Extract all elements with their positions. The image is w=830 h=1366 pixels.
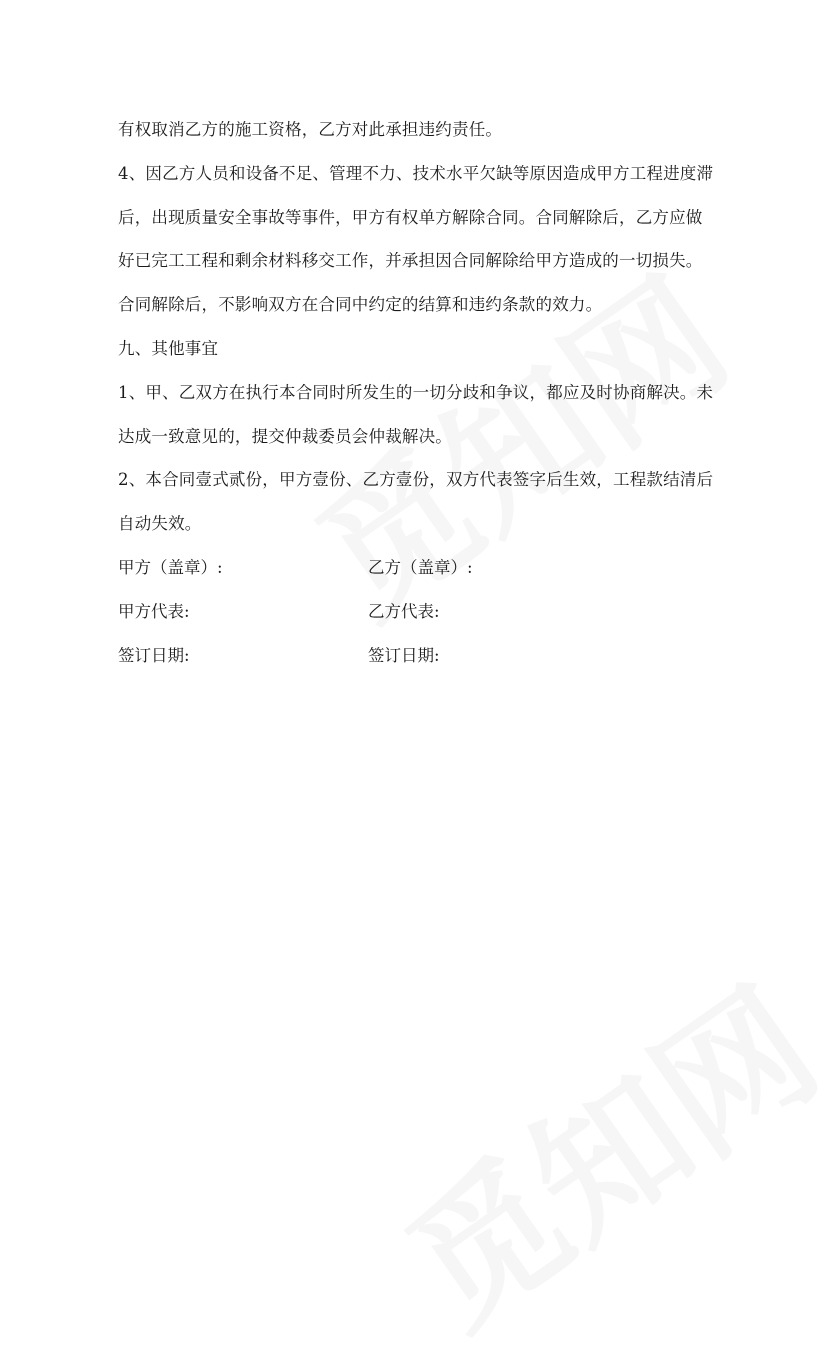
- signature-row-representative: [118, 590, 718, 634]
- party-b-representative-label: 乙方代表:: [368, 601, 440, 621]
- watermark: [359, 930, 830, 1365]
- paragraph: 有权取消乙方的施工资格，乙方对此承担违约责任。: [118, 120, 503, 139]
- paragraph: 4、因乙方人员和设备不足、管理不力、技术水平欠缺等原因造成甲方工程进度滞后，出现质量安全事故等事件，甲方有权单方解除合同。合同解除后，乙方应做好已完工工程和剩余材料移交工作，并承担因合同解除给甲方造成的一切损失。合同解除后，不影响双方在合同中约定的结算和违约条款的效力。: [118, 163, 714, 315]
- party-b-seal-label: 乙方（盖章）:: [368, 557, 473, 577]
- signature-row-seal: [118, 546, 718, 590]
- party-a-date-label: 签订日期:: [118, 645, 190, 665]
- party-b-date-label: 签订日期:: [368, 645, 440, 665]
- party-a-seal-label: 甲方（盖章）:: [118, 557, 223, 577]
- paragraph: 2、本合同壹式贰份，甲方壹份、乙方壹份，双方代表签字后生效，工程款结清后自动失效。: [118, 470, 714, 534]
- section-heading: 九、其他事宜: [118, 338, 219, 358]
- paragraph: 1、甲、乙双方在执行本合同时所发生的一切分歧和争议，都应及时协商解决。未达成一致意见的，提交仲裁委员会仲裁解决。: [118, 382, 714, 446]
- party-a-representative-label: 甲方代表:: [118, 601, 190, 621]
- document-body: [118, 108, 718, 677]
- signature-row-date: [118, 634, 718, 678]
